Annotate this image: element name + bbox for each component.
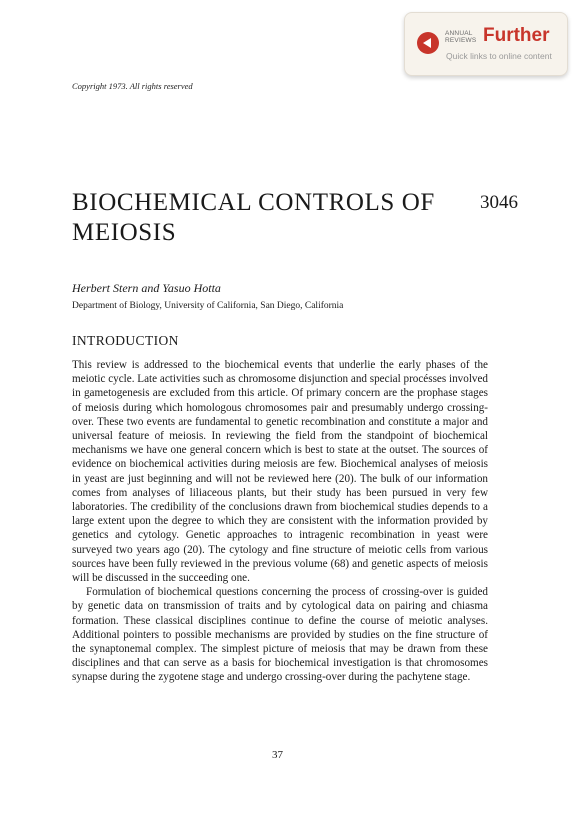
brand-line-1: ANNUAL: [445, 30, 473, 37]
further-badge[interactable]: [404, 12, 568, 76]
page-number: 37: [272, 749, 283, 761]
affiliation: Department of Biology, University of California, San Diego, California: [72, 301, 344, 311]
play-icon: [417, 32, 439, 54]
brand-line-2: REVIEWS: [445, 37, 477, 44]
annual-reviews-logo: [445, 30, 479, 44]
paragraph-1: This review is addressed to the biochemical events that underlie the early phases of the meiotic cycle. Late activities such as chromosome disjunction and special procésses involved in gametogenesis are excluded from this article. Of primary concern are the prophase stages of meiosis during which homologous chromosomes pair and presumably undergo crossing-over. These two events are fundamental to genetic recombination and constitute a major and universal feature of meiosis. In reviewing the field from the standpoint of biochemical mechanisms we have one general concern which is best to state at the outset. The sources of evidence on biochemical activities during meiosis are few. Biochemical analyses of meiosis in yeast are just beginning and will not be reviewed here (20). The bulk of our information comes from analyses of liliaceous plants, but their study has been pursued in very few laboratories. The credibility of the conclusions drawn from biochemical studies depends to a large extent upon the degree to which they are consistent with the information provided by genetics and cytology. Genetic approaches to intragenic recombination in yeast were surveyed two years ago (20). The cytology and fine structure of meiotic cells from various sources have been fully reviewed in the previous volume (68) and genetic aspects of meiosis will be discussed in the succeeding one.: [72, 359, 488, 585]
body-text: [72, 358, 488, 685]
title-line-1: BIOCHEMICAL CONTROLS OF: [72, 189, 435, 216]
section-heading: INTRODUCTION: [72, 333, 179, 348]
copyright-notice: Copyright 1973. All rights reserved: [72, 81, 193, 91]
article-number: 3046: [480, 192, 518, 213]
paragraph-2: Formulation of biochemical questions concerning the process of crossing-over is guided by genetic data on transmission of traits and by cytological data on pairing and chiasma formation. These classical disciplines continue to define the course of meiotic analyses. Additional pointers to possible mechanisms are provided by studies on the fine structure of the synaptonemal complex. The simplest picture of meiosis that may be drawn from these disciplines and that can serve as a basis for biochemical investigation is that chromosomes synapse during the zygotene stage and undergo crossing-over during the pachytene stage.: [72, 586, 488, 684]
article-title: [72, 188, 472, 248]
badge-subtitle: Quick links to online content: [446, 51, 552, 61]
title-line-2: MEIOSIS: [72, 219, 177, 246]
authors: Herbert Stern and Yasuo Hotta: [72, 281, 221, 295]
badge-title: Further: [483, 25, 550, 46]
